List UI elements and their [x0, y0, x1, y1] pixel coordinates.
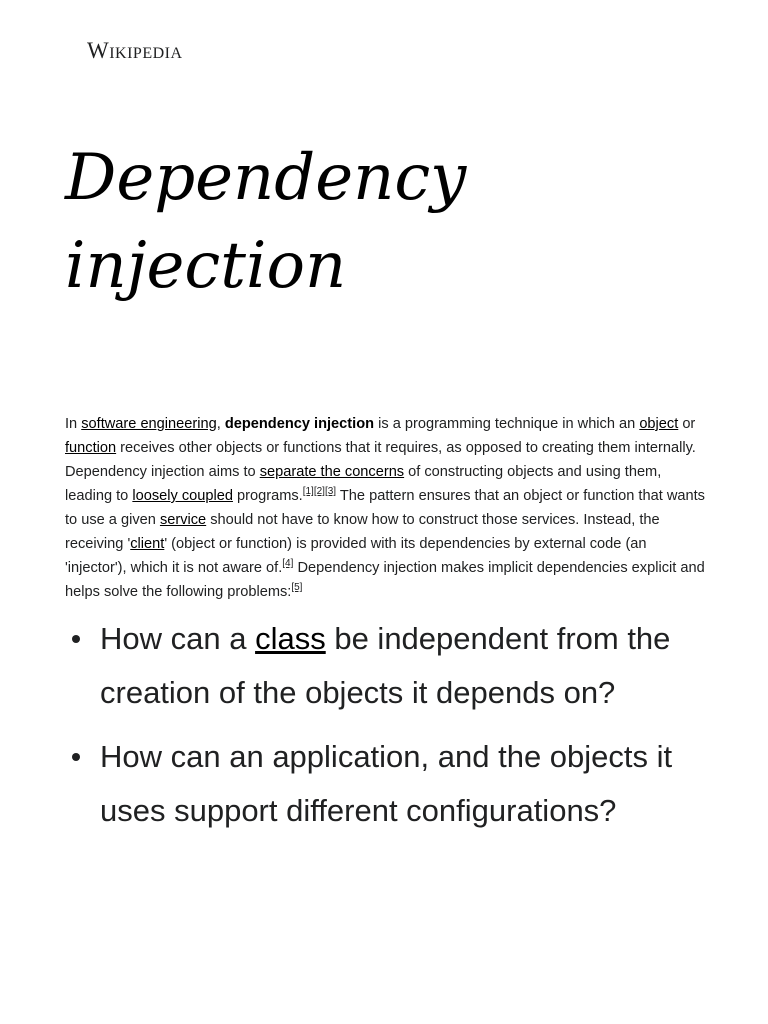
bold-term: dependency injection	[224, 416, 375, 432]
page-title	[65, 134, 705, 310]
intro-text: Dependency injection makes implicit dependencies explicit and helps solve the following problems:	[65, 560, 705, 600]
list-item	[100, 730, 710, 838]
citation-group	[303, 486, 336, 497]
list-item-text: How can an application, and the objects it uses support different configurations?	[100, 739, 673, 828]
problems-list	[100, 612, 710, 848]
intro-text: The pattern ensures that an object or function that wants to use a given	[65, 488, 705, 528]
list-item-text: How can a	[100, 621, 256, 656]
page-title-line-2: injection	[65, 229, 347, 303]
intro-text: or	[678, 416, 696, 432]
citation-ref-4[interactable]: [4]	[282, 558, 294, 570]
intro-text: of constructing objects and using them, leading to	[65, 464, 662, 504]
list-item	[100, 612, 710, 720]
citation-group	[291, 582, 302, 593]
citation-group	[282, 558, 293, 569]
link-function[interactable]: function	[65, 440, 117, 456]
bullet-icon	[72, 635, 80, 643]
intro-text: is a programming technique in which an	[374, 416, 640, 432]
page-title-line-1: Dependency	[65, 141, 467, 215]
citation-ref-1[interactable]: [1]	[302, 486, 314, 498]
bullet-icon	[72, 753, 80, 761]
intro-text: programs.	[232, 488, 303, 504]
link-client[interactable]: client	[130, 536, 165, 552]
intro-paragraph	[65, 412, 710, 604]
intro-text: receives other objects or functions that it requires, as opposed to creating them internally. Dependency injection aims to	[65, 440, 696, 480]
citation-ref-5[interactable]: [5]	[291, 582, 303, 594]
intro-text: should not have to know how to construct those services. Instead, the receiving '	[65, 512, 660, 552]
citation-ref-3[interactable]: [3]	[324, 486, 337, 498]
list-item-text: be independent from the creation of the objects it depends on?	[100, 621, 671, 710]
link-class[interactable]: class	[255, 621, 326, 656]
wikipedia-logo[interactable]: Wikipedia	[87, 38, 183, 63]
link-loosely-coupled[interactable]: loosely coupled	[132, 488, 233, 504]
intro-text: ' (object or function) is provided with its dependencies by external code (an 'injector'), which it is not aware of.	[65, 536, 647, 576]
citation-ref-2[interactable]: [2]	[313, 486, 325, 498]
link-service[interactable]: service	[159, 512, 207, 528]
intro-text: In	[65, 416, 82, 432]
link-object[interactable]: object	[639, 416, 679, 432]
intro-text: ,	[216, 416, 225, 432]
link-separate-the-concerns[interactable]: separate the concerns	[259, 464, 405, 480]
link-software-engineering[interactable]: software engineering	[81, 416, 217, 432]
